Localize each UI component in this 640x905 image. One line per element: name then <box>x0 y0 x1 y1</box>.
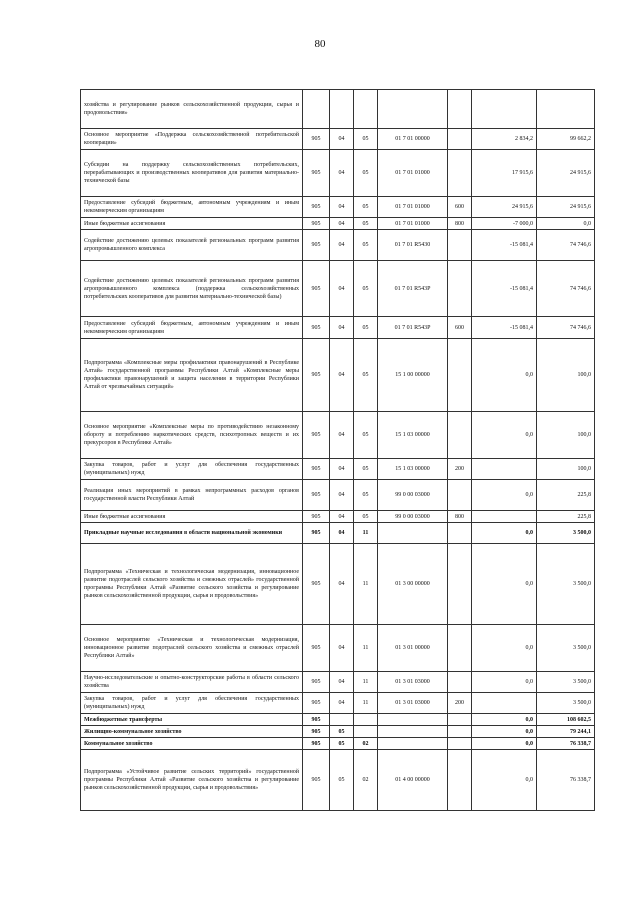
table-row <box>81 230 595 261</box>
row-ved-code: 905 <box>303 693 330 714</box>
row-amount-change: 0,0 <box>472 714 537 726</box>
table-row <box>81 150 595 197</box>
row-target-article-code: 01 7 01 01000 <box>378 150 448 197</box>
row-target-article-code: 01 3 01 03000 <box>378 672 448 693</box>
row-target-article-code: 01 4 00 00000 <box>378 750 448 811</box>
row-expense-type-code <box>448 261 472 317</box>
table-row <box>81 511 595 523</box>
row-target-article-code <box>378 523 448 544</box>
row-expense-type-code <box>448 750 472 811</box>
row-ved-code: 905 <box>303 480 330 511</box>
row-expense-type-code <box>448 339 472 412</box>
row-amount-change: 0,0 <box>472 412 537 459</box>
row-target-article-code: 01 7 01 R543P <box>378 317 448 339</box>
row-section-code: 04 <box>330 150 354 197</box>
row-section-code: 04 <box>330 197 354 218</box>
row-expense-type-code: 600 <box>448 197 472 218</box>
row-amount-change: 0,0 <box>472 672 537 693</box>
row-amount-total: 0,0 <box>537 218 595 230</box>
row-amount-change: 0,0 <box>472 339 537 412</box>
row-subsection-code: 05 <box>354 150 378 197</box>
row-amount-total: 3 500,0 <box>537 523 595 544</box>
row-section-code: 04 <box>330 261 354 317</box>
row-amount-change: 0,0 <box>472 480 537 511</box>
row-amount-change <box>472 693 537 714</box>
row-expense-type-code <box>448 672 472 693</box>
row-name: Основное мероприятие «Комплексные меры по противодействию незаконному обороту и потреблению наркотических средств, психотропных веществ и их прекурсоров в Республике Алтай» <box>81 412 303 459</box>
row-amount-total: 74 746,6 <box>537 230 595 261</box>
row-amount-change: 0,0 <box>472 738 537 750</box>
row-section-code: 04 <box>330 672 354 693</box>
table-row <box>81 412 595 459</box>
row-ved-code: 905 <box>303 129 330 150</box>
table-row <box>81 90 595 129</box>
row-amount-total: 100,0 <box>537 412 595 459</box>
row-name: Подпрограмма «Комплексные меры профилактики правонарушений в Республике Алтай» государственной программы Республики Алтай «Комплексные меры профилактики правонарушений и защита населения в территории Республики Алтай от чрезвычайных ситуаций» <box>81 339 303 412</box>
row-subsection-code: 11 <box>354 625 378 672</box>
row-name: хозяйства и регулирование рынков сельскохозяйственной продукции, сырья и продовольствия» <box>81 90 303 129</box>
row-expense-type-code <box>448 129 472 150</box>
row-section-code: 04 <box>330 230 354 261</box>
row-subsection-code: 05 <box>354 511 378 523</box>
row-name: Закупка товаров, работ и услуг для обеспечения государственных (муниципальных) нужд <box>81 459 303 480</box>
row-amount-total: 24 915,6 <box>537 197 595 218</box>
row-amount-total: 99 662,2 <box>537 129 595 150</box>
row-section-code: 04 <box>330 339 354 412</box>
row-name: Основное мероприятие «Техническая и технологическая модернизация, инновационное развитие подотраслей сельского хозяйства и смежных отраслей Республики Алтай» <box>81 625 303 672</box>
row-amount-total: 24 915,6 <box>537 150 595 197</box>
row-target-article-code: 01 7 01 01000 <box>378 218 448 230</box>
row-amount-total: 3 500,0 <box>537 672 595 693</box>
row-amount-total: 225,8 <box>537 511 595 523</box>
row-amount-total: 100,0 <box>537 339 595 412</box>
row-name: Прикладные научные исследования в области национальной экономики <box>81 523 303 544</box>
row-amount-change: 0,0 <box>472 523 537 544</box>
row-target-article-code: 15 1 03 00000 <box>378 412 448 459</box>
row-ved-code: 905 <box>303 544 330 625</box>
table-row <box>81 218 595 230</box>
row-expense-type-code <box>448 412 472 459</box>
row-section-code: 04 <box>330 218 354 230</box>
row-ved-code: 905 <box>303 218 330 230</box>
row-ved-code: 905 <box>303 750 330 811</box>
row-amount-change <box>472 90 537 129</box>
row-subsection-code: 05 <box>354 218 378 230</box>
row-expense-type-code: 200 <box>448 693 472 714</box>
row-subsection-code: 05 <box>354 197 378 218</box>
row-section-code <box>330 90 354 129</box>
page-number: 80 <box>314 38 326 50</box>
row-amount-total: 74 746,6 <box>537 261 595 317</box>
row-section-code: 04 <box>330 693 354 714</box>
row-ved-code: 905 <box>303 726 330 738</box>
row-section-code: 04 <box>330 480 354 511</box>
row-subsection-code: 05 <box>354 317 378 339</box>
row-amount-total: 76 338,7 <box>537 750 595 811</box>
row-subsection-code: 05 <box>354 339 378 412</box>
row-target-article-code: 15 1 00 00000 <box>378 339 448 412</box>
row-expense-type-code <box>448 150 472 197</box>
row-section-code: 05 <box>330 750 354 811</box>
row-subsection-code: 05 <box>354 230 378 261</box>
row-expense-type-code <box>448 544 472 625</box>
row-amount-change: -15 081,4 <box>472 261 537 317</box>
row-ved-code: 905 <box>303 317 330 339</box>
row-name: Межбюджетные трансферты <box>81 714 303 726</box>
row-name: Предоставление субсидий бюджетным, автономным учреждениям и иным некоммерческим организациям <box>81 197 303 218</box>
row-amount-total: 3 500,0 <box>537 625 595 672</box>
row-ved-code: 905 <box>303 150 330 197</box>
row-section-code: 05 <box>330 726 354 738</box>
row-subsection-code: 11 <box>354 544 378 625</box>
budget-table-body <box>81 90 595 811</box>
row-amount-change: -15 081,4 <box>472 230 537 261</box>
row-target-article-code: 01 3 01 03000 <box>378 693 448 714</box>
row-subsection-code: 02 <box>354 750 378 811</box>
row-ved-code <box>303 90 330 129</box>
row-amount-change: 0,0 <box>472 544 537 625</box>
row-subsection-code: 11 <box>354 672 378 693</box>
row-target-article-code: 01 7 01 01000 <box>378 197 448 218</box>
row-ved-code: 905 <box>303 511 330 523</box>
row-subsection-code: 05 <box>354 480 378 511</box>
row-section-code: 04 <box>330 625 354 672</box>
row-section-code <box>330 714 354 726</box>
row-name: Основное мероприятие «Поддержка сельскохозяйственной потребительской кооперации» <box>81 129 303 150</box>
row-expense-type-code <box>448 523 472 544</box>
row-name: Подпрограмма «Техническая и технологическая модернизация, инновационное развитие подотраслей сельского хозяйства и смежных отраслей» государственной программы Республики Алтай «Развитие сельского хозяйства и регулирование рынков сельскохозяйственной продукции, сырья и продовольствия» <box>81 544 303 625</box>
row-ved-code: 905 <box>303 412 330 459</box>
row-ved-code: 905 <box>303 714 330 726</box>
row-name: Закупка товаров, работ и услуг для обеспечения государственных (муниципальных) нужд <box>81 693 303 714</box>
row-section-code: 05 <box>330 738 354 750</box>
row-expense-type-code <box>448 726 472 738</box>
row-name: Коммунальное хозяйство <box>81 738 303 750</box>
row-expense-type-code <box>448 714 472 726</box>
row-expense-type-code <box>448 625 472 672</box>
row-ved-code: 905 <box>303 459 330 480</box>
table-row <box>81 544 595 625</box>
row-section-code: 04 <box>330 129 354 150</box>
row-section-code: 04 <box>330 523 354 544</box>
table-row <box>81 317 595 339</box>
row-amount-total: 3 500,0 <box>537 544 595 625</box>
row-name: Подпрограмма «Устойчивое развитие сельских территорий» государственной программы Республики Алтай «Развитие сельского хозяйства и регулирование рынков сельскохозяйственной продукции, сырья и продовольствия» <box>81 750 303 811</box>
row-subsection-code: 02 <box>354 738 378 750</box>
table-row <box>81 523 595 544</box>
row-target-article-code: 15 1 03 00000 <box>378 459 448 480</box>
table-row <box>81 693 595 714</box>
row-subsection-code: 05 <box>354 459 378 480</box>
row-subsection-code <box>354 90 378 129</box>
row-name: Субсидии на поддержку сельскохозяйственных потребительских, перерабатывающих и производственных кооперативов для развития материально-технической базы <box>81 150 303 197</box>
row-section-code: 04 <box>330 544 354 625</box>
table-row <box>81 625 595 672</box>
row-amount-change <box>472 511 537 523</box>
row-amount-change: -15 081,4 <box>472 317 537 339</box>
row-amount-change: 17 915,6 <box>472 150 537 197</box>
row-target-article-code: 99 0 00 03000 <box>378 480 448 511</box>
row-ved-code: 905 <box>303 523 330 544</box>
row-section-code: 04 <box>330 459 354 480</box>
row-amount-change <box>472 459 537 480</box>
row-section-code: 04 <box>330 412 354 459</box>
table-row <box>81 672 595 693</box>
row-expense-type-code: 800 <box>448 218 472 230</box>
row-name: Иные бюджетные ассигнования <box>81 511 303 523</box>
row-name: Иные бюджетные ассигнования <box>81 218 303 230</box>
row-subsection-code: 11 <box>354 693 378 714</box>
row-subsection-code: 05 <box>354 412 378 459</box>
row-target-article-code: 99 0 00 03000 <box>378 511 448 523</box>
row-target-article-code: 01 3 00 00000 <box>378 544 448 625</box>
row-ved-code: 905 <box>303 738 330 750</box>
row-expense-type-code <box>448 90 472 129</box>
row-target-article-code: 01 3 01 00000 <box>378 625 448 672</box>
row-amount-total: 225,8 <box>537 480 595 511</box>
row-name: Предоставление субсидий бюджетным, автономным учреждениям и иным некоммерческим организациям <box>81 317 303 339</box>
row-amount-total <box>537 90 595 129</box>
row-ved-code: 905 <box>303 339 330 412</box>
row-expense-type-code: 800 <box>448 511 472 523</box>
row-expense-type-code <box>448 480 472 511</box>
row-expense-type-code <box>448 230 472 261</box>
table-row <box>81 339 595 412</box>
row-target-article-code <box>378 738 448 750</box>
row-name: Научно-исследовательские и опытно-конструкторские работы в области сельского хозяйства <box>81 672 303 693</box>
row-amount-change: 0,0 <box>472 625 537 672</box>
row-name: Содействие достижению целевых показателей региональных программ развития агропромышленного комплекса (поддержка сельскохозяйственных потребительских кооперативов для развития материально-технической базы) <box>81 261 303 317</box>
row-expense-type-code: 600 <box>448 317 472 339</box>
row-subsection-code: 11 <box>354 523 378 544</box>
row-target-article-code: 01 7 01 R5430 <box>378 230 448 261</box>
row-amount-change: 2 834,2 <box>472 129 537 150</box>
table-row <box>81 129 595 150</box>
table-row <box>81 726 595 738</box>
row-target-article-code <box>378 726 448 738</box>
row-expense-type-code: 200 <box>448 459 472 480</box>
row-target-article-code: 01 7 01 R543P <box>378 261 448 317</box>
row-subsection-code <box>354 726 378 738</box>
row-ved-code: 905 <box>303 625 330 672</box>
row-expense-type-code <box>448 738 472 750</box>
table-row <box>81 480 595 511</box>
table-row <box>81 714 595 726</box>
row-subsection-code <box>354 714 378 726</box>
row-amount-total: 76 338,7 <box>537 738 595 750</box>
row-ved-code: 905 <box>303 197 330 218</box>
row-name: Содействие достижению целевых показателей региональных программ развития агропромышленного комплекса <box>81 230 303 261</box>
row-ved-code: 905 <box>303 230 330 261</box>
row-target-article-code: 01 7 01 00000 <box>378 129 448 150</box>
table-row <box>81 197 595 218</box>
row-target-article-code <box>378 90 448 129</box>
row-subsection-code: 05 <box>354 129 378 150</box>
budget-table <box>80 89 595 811</box>
row-amount-change: 24 915,6 <box>472 197 537 218</box>
row-section-code: 04 <box>330 317 354 339</box>
table-row <box>81 459 595 480</box>
row-amount-total: 74 746,6 <box>537 317 595 339</box>
table-row <box>81 261 595 317</box>
row-name: Жилищно-коммунальное хозяйство <box>81 726 303 738</box>
row-amount-total: 100,0 <box>537 459 595 480</box>
row-name: Реализация иных мероприятий в рамках непрограммных расходов органов государственной власти Республики Алтай <box>81 480 303 511</box>
row-amount-total: 108 602,5 <box>537 714 595 726</box>
row-amount-total: 79 244,1 <box>537 726 595 738</box>
table-row <box>81 738 595 750</box>
row-section-code: 04 <box>330 511 354 523</box>
row-amount-change: -7 000,0 <box>472 218 537 230</box>
table-row <box>81 750 595 811</box>
row-target-article-code <box>378 714 448 726</box>
row-subsection-code: 05 <box>354 261 378 317</box>
row-ved-code: 905 <box>303 261 330 317</box>
row-ved-code: 905 <box>303 672 330 693</box>
row-amount-change: 0,0 <box>472 726 537 738</box>
row-amount-total: 3 500,0 <box>537 693 595 714</box>
row-amount-change: 0,0 <box>472 750 537 811</box>
